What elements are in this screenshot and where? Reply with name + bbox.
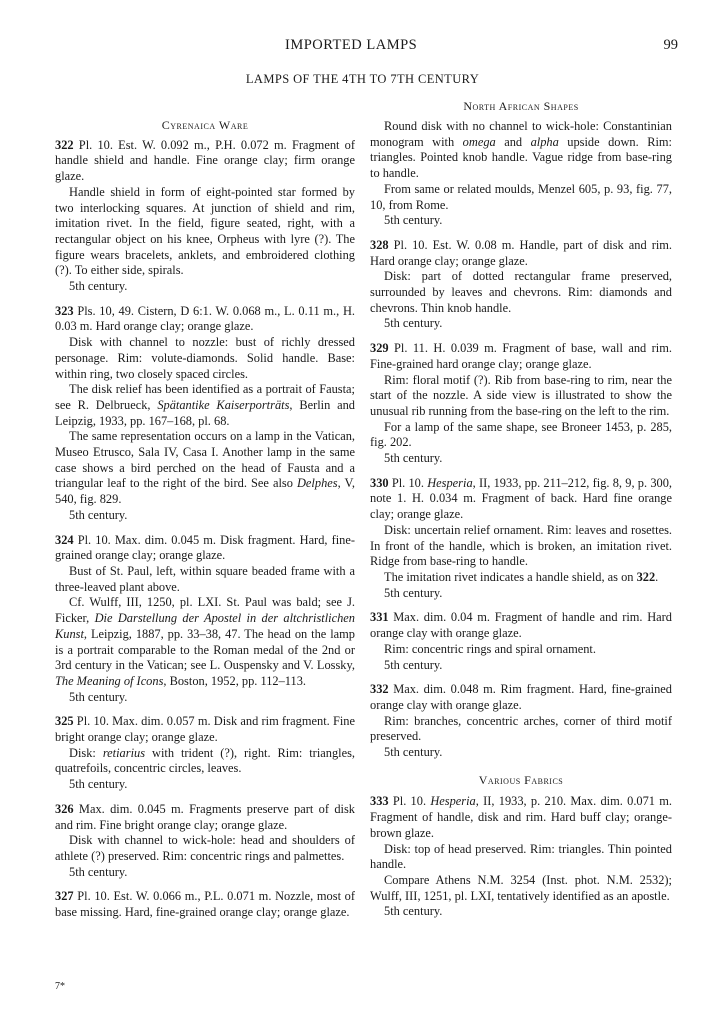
entry-description: Bust of St. Paul, left, within square beaded frame with a three-leaved plant above.: [55, 563, 355, 594]
entry-reference: Compare Athens N.M. 3254 (Inst. phot. N.M. 2532); Wulff, III, 1251, pl. LXI, tentatively identified as an apostle.: [370, 872, 672, 903]
ref-title: The Meaning of Icons: [55, 673, 164, 688]
entry-date: 5th century.: [384, 213, 443, 228]
ref-title: Delphes: [296, 476, 338, 491]
cross-reference: 322: [636, 569, 656, 584]
ref-text: , Boston, 1952, pp. 112–113.: [163, 673, 307, 688]
catalogue-entry-327-continued: [370, 119, 672, 229]
entry-reference: [55, 382, 355, 429]
catalogue-entry-324: [55, 533, 355, 706]
desc-text: with trident (?), right. Rim: triangles, quatrefoils, concentric circles, leaves.: [55, 745, 356, 776]
entry-number: 333: [370, 794, 389, 809]
subsection-cyrenaica-title: Cyrenaica Ware: [161, 118, 249, 132]
entry-description: Disk: top of head preserved. Rim: triangles. Thin pointed handle.: [370, 841, 672, 872]
catalogue-entry-329: [370, 341, 672, 467]
entry-lead: Pl. 11. H. 0.039 m. Fragment of base, wall and rim. Fine-grained hard orange clay; orange glaze.: [370, 341, 672, 371]
entry-date: 5th century.: [384, 745, 443, 760]
subsection-north-african-title: North African Shapes: [463, 99, 579, 113]
catalogue-entry-332: [370, 682, 672, 761]
ref-title: Hesperia: [427, 475, 473, 490]
entry-number: 323: [55, 303, 74, 318]
entry-lead: , II, 1933, p. 210. Max. dim. 0.071 m. Fragment of handle, disk and rim. Hard buff clay; orange-brown glaze.: [370, 794, 672, 840]
entry-lead: Pl. 10. Est. W. 0.08 m. Handle, part of disk and rim. Hard orange clay; orange glaze.: [370, 237, 672, 268]
entry-number: 322: [55, 137, 74, 152]
entry-number: 331: [370, 610, 389, 625]
ref-text: The imitation rivet indicates a handle shield, as on: [384, 569, 637, 584]
catalogue-entry-333: [370, 794, 672, 920]
entry-lead: Pl. 10. Max. dim. 0.045 m. Disk fragment. Hard, fine-grained orange clay; orange glaze.: [55, 532, 355, 563]
entry-lead: Max. dim. 0.048 m. Rim fragment. Hard, fine-grained orange clay with orange glaze.: [370, 682, 672, 712]
entry-lead: Pls. 10, 49. Cistern, D 6:1. W. 0.068 m., L. 0.11 m., H. 0.03 m. Hard orange clay; orange glaze.: [55, 303, 355, 334]
ref-text: , Leipzig, 1887, pp. 33–38, 47. The head on the lamp is a portrait comparable to the Roman medal of the 2nd or 3rd century in the Vatican; see L. Ouspensky and V. Lossky,: [55, 626, 355, 673]
running-title: IMPORTED LAMPS: [285, 37, 418, 53]
entry-date: 5th century.: [384, 316, 443, 331]
entry-reference: [55, 595, 355, 689]
entry-date: 5th century.: [69, 279, 128, 294]
ref-text: Cf. Wulff, III, 1250, pl. LXI. St. Paul was bald; see J. Ficker,: [55, 595, 355, 626]
entry-description: [55, 746, 355, 777]
subsection-various-title: Various Fabrics: [478, 772, 564, 787]
ref-title: Die Darstellung der Apostel in der altchristlichen Kunst: [55, 611, 355, 641]
entry-date: 5th century.: [384, 451, 443, 466]
section-title: LAMPS OF THE 4TH TO 7TH CENTURY: [245, 72, 480, 86]
entry-number: 327: [55, 889, 74, 904]
entry-reference: From same or related moulds, Menzel 605, p. 93, fig. 77, 10, from Rome.: [370, 181, 672, 212]
ref-text: The same representation occurs on a lamp in the Vatican, Museo Etrusco, Sala IV, Casa I. Another lamp in the same case shows a bird perched on the head of Fausta and a triangular leaf to the right of the bird. See also: [55, 429, 355, 491]
page-number: 99: [663, 37, 678, 53]
entry-description: Rim: concentric rings and spiral ornament.: [384, 641, 596, 656]
entry-description: [370, 119, 672, 182]
entry-date: 5th century.: [384, 657, 443, 672]
running-head: [0, 37, 725, 55]
entry-lead: Pl. 10.: [388, 794, 431, 809]
ref-text: .: [655, 569, 659, 584]
entry-lead: Pl. 10.: [388, 475, 428, 490]
entry-lead: Pl. 10. Est. W. 0.066 m., P.L. 0.071 m. Nozzle, most of base missing. Hard, fine-grained orange clay; orange glaze.: [55, 889, 355, 920]
entry-number: 330: [370, 475, 389, 490]
entry-date: 5th century.: [69, 689, 128, 704]
entry-description: Disk with channel to wick-hole: head and shoulders of athlete (?) preserved. Rim: concentric rings and palmettes.: [55, 833, 355, 863]
entry-lead: Pl. 10. Est. W. 0.092 m., P.H. 0.072 m. Fragment of handle shield and handle. Fine orange clay; firm orange glaze.: [55, 137, 355, 184]
catalogue-entry-330: [370, 476, 672, 602]
entry-date: 5th century.: [69, 507, 128, 522]
entry-reference: [55, 429, 355, 508]
entry-date: 5th century.: [69, 864, 128, 879]
ref-title: Hesperia: [430, 794, 476, 809]
entry-lead: Max. dim. 0.045 m. Fragments preserve part of disk and rim. Fine bright orange clay; orange glaze.: [55, 801, 355, 832]
catalogue-entry-328: [370, 238, 672, 332]
desc-italic: alpha: [530, 134, 559, 149]
catalogue-entry-323: [55, 304, 355, 524]
desc-italic: retiarius: [102, 745, 146, 760]
desc-text: Disk:: [69, 745, 103, 760]
entry-description: Rim: branches, concentric arches, corner of third motif preserved.: [370, 713, 672, 744]
desc-text: and: [495, 134, 531, 149]
desc-text: upside down. Rim: triangles. Pointed knob handle. Vague ridge from base-ring to handle.: [370, 134, 672, 181]
entry-date: 5th century.: [384, 585, 443, 600]
entry-number: 324: [55, 532, 74, 547]
right-column: [370, 119, 672, 929]
ref-title: Spätantike Kaiserporträts: [157, 397, 290, 412]
catalogue-entry-325: [55, 714, 355, 793]
ref-text: The disk relief has been identified as a portrait of Fausta; see R. Delbrueck,: [55, 382, 355, 412]
entry-lead: , II, 1933, pp. 211–212, fig. 8, 9, p. 300, note 1. H. 0.034 m. Fragment of back. Hard fine orange clay; orange glaze.: [370, 475, 672, 522]
entry-number: 325: [55, 714, 74, 729]
entry-reference: For a lamp of the same shape, see Broneer 1453, p. 285, fig. 202.: [370, 419, 672, 450]
left-column: [55, 104, 355, 930]
ref-text: , Berlin and Leipzig, 1933, pp. 167–168, pl. 68.: [55, 397, 355, 428]
entry-description: Disk: part of dotted rectangular frame preserved, surrounded by leaves and chevrons. Rim: diamonds and chevrons. Thin knob handle.: [370, 269, 672, 315]
catalogue-entry-331: [370, 610, 672, 673]
entry-description: Handle shield in form of eight-pointed star formed by two interlocking squares. At junction of shield and rim, imitation rivet. In the field, figure seated, right, with a rectangular object on his knee, Orpheus with lyre (?). The figure wears bracelets, anklets, and embroidered clothing (?). To either side, spirals.: [55, 184, 355, 278]
entry-date: 5th century.: [384, 904, 443, 919]
entry-lead: Pl. 10. Max. dim. 0.057 m. Disk and rim fragment. Fine bright orange clay; orange glaze.: [55, 714, 355, 745]
entry-description: Rim: floral motif (?). Rib from base-ring to rim, near the start of the nozzle. A side view is illustrated to show the unusual rib running from the base-ring on the left to the rim.: [370, 372, 672, 418]
entry-date: 5th century.: [69, 777, 128, 792]
entry-number: 329: [370, 341, 389, 356]
entry-description: Disk with channel to nozzle: bust of richly dressed personage. Rim: volute-diamonds. Solid handle. Base: within ring, two closely spaced circles.: [55, 335, 355, 381]
entry-number: 332: [370, 682, 389, 697]
entry-number: 328: [370, 237, 389, 252]
entry-description: Disk: uncertain relief ornament. Rim: leaves and rosettes. In front of the handle, which is broken, an imitation rivet. Ridge from base-ring to handle.: [370, 522, 672, 569]
catalogue-entry-322: [55, 138, 355, 295]
ref-text: , V, 540, fig. 829.: [55, 476, 355, 507]
entry-reference: [370, 570, 672, 586]
entry-lead: Max. dim. 0.04 m. Fragment of handle and rim. Hard orange clay with orange glaze.: [370, 610, 672, 641]
signature-mark: 7*: [55, 981, 65, 992]
entry-number: 326: [55, 801, 74, 816]
desc-text: Round disk with no channel to wick-hole: Constantinian monogram with: [370, 119, 672, 149]
desc-italic: omega: [462, 134, 496, 149]
catalogue-entry-327: [55, 889, 355, 920]
catalogue-entry-326: [55, 802, 355, 881]
